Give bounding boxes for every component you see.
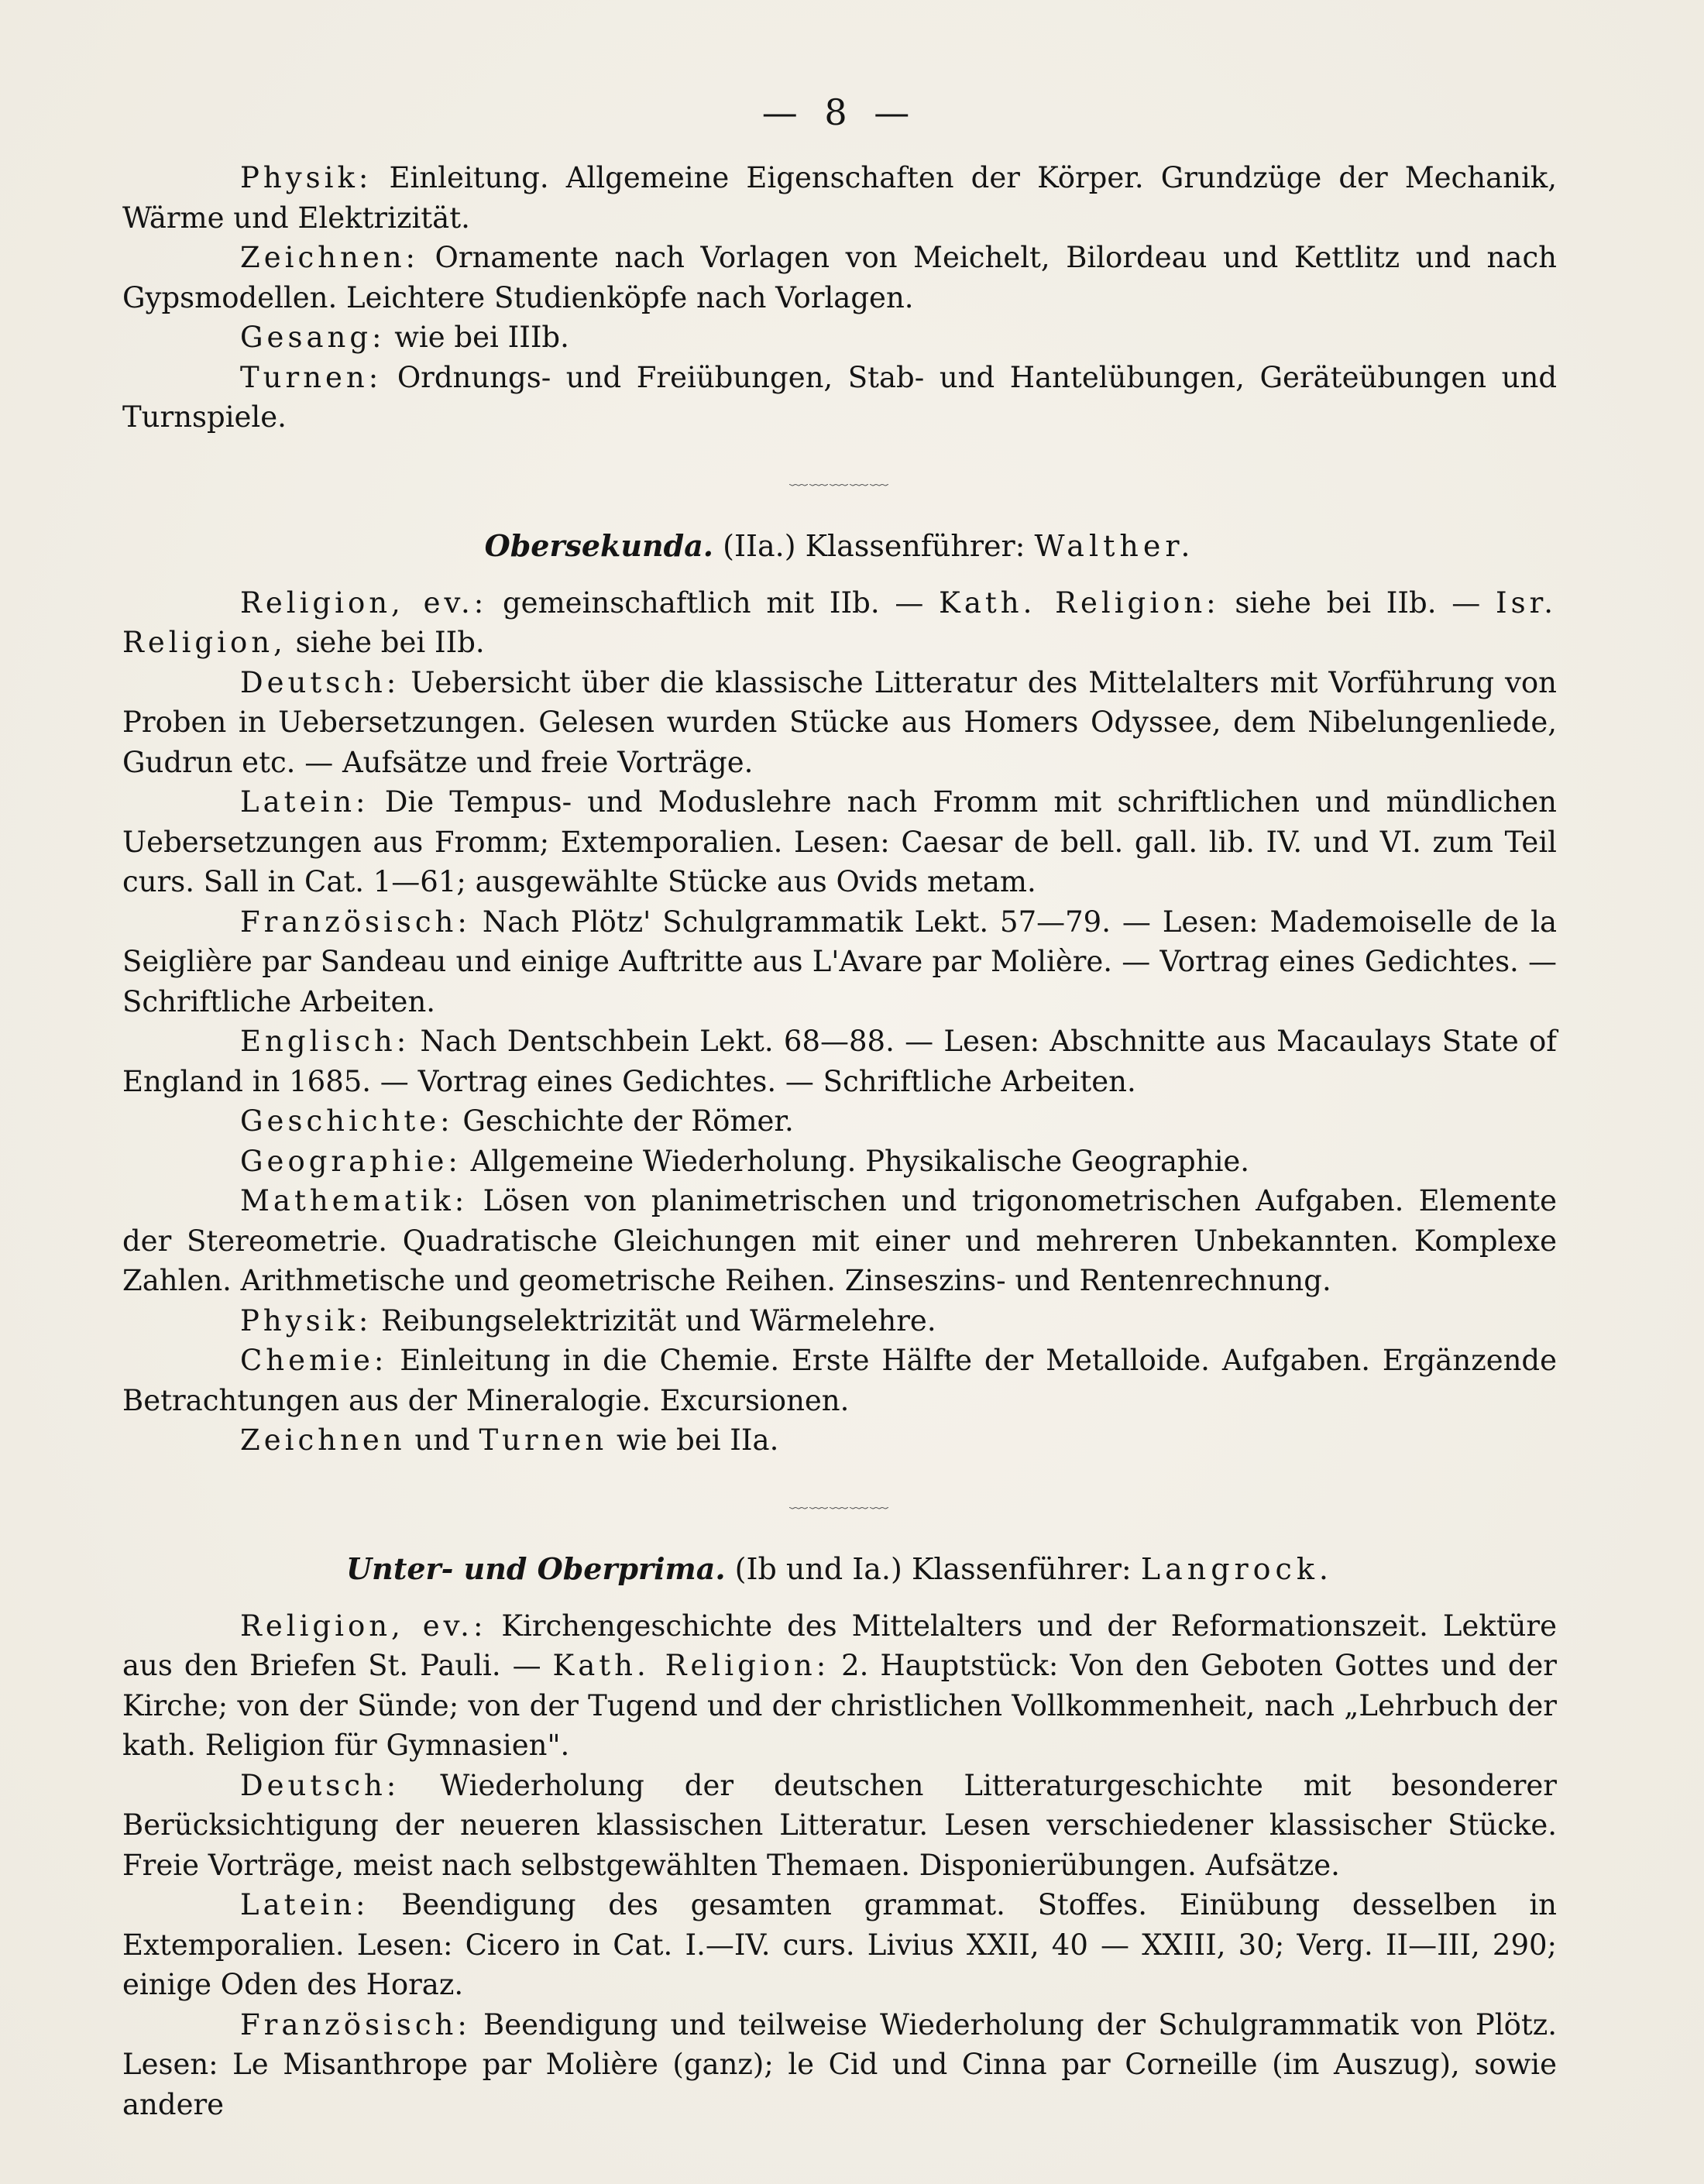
- subject-label: Latein:: [240, 1888, 369, 1921]
- curriculum-entry-physik: [122, 1301, 1557, 1341]
- subject-label: Geschichte:: [240, 1104, 454, 1138]
- subject-text: Allgemeine Wiederholung. Physikalische Geographie.: [470, 1144, 1250, 1178]
- subject-text: Die Tempus- und Moduslehre nach Fromm mit schriftlichen und mündlichen Uebersetzungen aus Fromm; Extemporalien. Lesen: Caesar de bell. gall. lib. IV. und VI. zum Teil curs. Sall in Cat. 1—61; ausgewählte Stücke aus Ovids metam.: [122, 785, 1557, 898]
- curriculum-entry-zeichnen-turnen: [122, 1420, 1557, 1461]
- curriculum-entry-latein: [122, 1885, 1557, 2005]
- obersekunda-section: [122, 524, 1557, 1461]
- curriculum-entry-deutsch: [122, 1766, 1557, 1886]
- subject-label: Religion, ev.:: [240, 1609, 487, 1643]
- subject-text: siehe bei IIb. —: [1235, 585, 1481, 620]
- subject-label: Kath. Religion:: [939, 585, 1220, 620]
- subject-text: gemeinschaftlich mit IIb. —: [503, 585, 924, 620]
- curriculum-entry-geographie: [122, 1142, 1557, 1182]
- subject-text: Einleitung in die Chemie. Erste Hälfte der Metalloide. Aufgaben. Ergänzende Betrachtungen aus der Mineralogie. Excursionen.: [122, 1344, 1558, 1417]
- subject-label: Französisch:: [240, 905, 471, 939]
- subject-label: Zeichnen: [240, 1423, 406, 1457]
- subject-label: Latein:: [240, 785, 369, 819]
- curriculum-entry-religion: [122, 1606, 1557, 1766]
- curriculum-entry-turnen: [122, 358, 1557, 438]
- subject-label: Französisch:: [240, 2007, 471, 2041]
- curriculum-entry-deutsch: [122, 663, 1557, 783]
- class-name: Unter- und Oberprima.: [346, 1550, 726, 1586]
- subject-label: Physik:: [240, 161, 373, 194]
- teacher-label: Klassenführer:: [805, 528, 1025, 563]
- teacher-name: Walther.: [1034, 528, 1195, 563]
- section-heading: [122, 1547, 1557, 1591]
- class-name: Obersekunda.: [484, 527, 714, 563]
- subject-text: und: [414, 1423, 470, 1457]
- subject-label: Zeichnen:: [240, 241, 420, 274]
- teacher-label: Klassenführer:: [911, 1551, 1132, 1586]
- subject-text: siehe bei IIb.: [295, 626, 485, 659]
- subject-text: Reibungselektrizität und Wärmelehre.: [381, 1303, 936, 1338]
- class-code: (IIa.): [723, 528, 796, 563]
- subject-text: Wiederholung der deutschen Litteraturgeschichte mit besonderer Berücksichtigung der neueren klassischen Litteratur. Lesen verschiedener klassischer Stücke. Freie Vorträge, meist nach selbstgewählten Themaen. Disponierübungen. Aufsätze.: [122, 1768, 1557, 1882]
- section-heading: [122, 524, 1557, 568]
- curriculum-entry-franzoesisch: [122, 2005, 1557, 2125]
- curriculum-entry-religion: [122, 583, 1557, 663]
- subject-label: Englisch:: [240, 1025, 411, 1058]
- curriculum-entry-chemie: [122, 1341, 1557, 1420]
- subject-label: Religion, ev.:: [240, 585, 488, 620]
- curriculum-entry-geschichte: [122, 1101, 1557, 1142]
- curriculum-entry-mathematik: [122, 1181, 1557, 1301]
- subject-label: Mathematik:: [240, 1184, 469, 1217]
- subject-label: Deutsch:: [240, 1768, 400, 1802]
- curriculum-entry-physik: [122, 158, 1557, 238]
- untersekunda-tail-section: [122, 158, 1557, 438]
- subject-text: Geschichte der Römer.: [462, 1104, 794, 1138]
- subject-label: Chemie:: [240, 1344, 388, 1377]
- curriculum-entry-gesang: [122, 318, 1557, 358]
- page-number: — 8 —: [761, 91, 918, 133]
- subject-text: wie bei IIIb.: [394, 321, 569, 354]
- subject-label: Physik:: [240, 1303, 373, 1338]
- subject-label: Kath. Religion:: [552, 1649, 830, 1682]
- subject-label: Gesang:: [240, 321, 386, 354]
- subject-label: Deutsch:: [240, 665, 400, 699]
- subject-label: Geographie:: [240, 1144, 462, 1178]
- class-code: (Ib und Ia.): [734, 1551, 902, 1586]
- subject-label: Turnen:: [240, 360, 383, 394]
- teacher-name: Langrock.: [1140, 1551, 1333, 1586]
- subject-text: Beendigung des gesamten grammat. Stoffes. Einübung desselben in Extemporalien. Lesen: Cicero in Cat. I.—IV. curs. Livius XXII, 40 — XXIII, 30; Verg. II—III, 290; einige Oden des Horaz.: [122, 1888, 1557, 2001]
- subject-text: 2. Hauptstück: Von den Geboten Gottes und der Kirche; von der Sünde; von der Tugend und der christlichen Vollkommenheit, nach „Lehrbuch der kath. Religion für Gymnasien".: [122, 1649, 1557, 1762]
- prima-section: [122, 1547, 1557, 2125]
- section-divider: ﹏﹏﹏﹏﹏: [789, 466, 890, 489]
- subject-text: Beendigung und teilweise Wiederholung der Schulgrammatik von Plötz. Lesen: Le Misanthrope par Molière (ganz); le Cid und Cinna par Corneille (im Auszug), sowie andere: [122, 2007, 1557, 2121]
- subject-text: Nach Dentschbein Lekt. 68—88. — Lesen: Abschnitte aus Macaulays State of England in 1685. — Vortrag eines Gedichtes. — Schriftliche Arbeiten.: [122, 1025, 1557, 1098]
- subject-text: Ordnungs- und Freiübungen, Stab- und Hantelübungen, Geräteübungen und Turnspiele.: [122, 360, 1557, 434]
- curriculum-entry-latein: [122, 782, 1557, 902]
- curriculum-entry-zeichnen: [122, 238, 1557, 318]
- subject-text: Kirchengeschichte des Mittelalters und der Reformationszeit. Lektüre aus den Briefen St. Pauli. —: [122, 1609, 1557, 1682]
- curriculum-entry-franzoesisch: [122, 902, 1557, 1022]
- subject-label: Isr. Religion,: [122, 585, 1558, 659]
- subject-text: Uebersicht über die klassische Litteratur des Mittelalters mit Vorführung von Proben in Uebersetzungen. Gelesen wurden Stücke aus Homers Odyssee, dem Nibelungenliede, Gudrun etc. — Aufsätze und freie Vorträge.: [122, 665, 1557, 779]
- subject-text: Ornamente nach Vorlagen von Meichelt, Bilordeau und Kettlitz und nach Gypsmodellen. Leichtere Studienköpfe nach Vorlagen.: [122, 241, 1557, 314]
- section-divider: ﹏﹏﹏﹏﹏: [789, 1489, 890, 1512]
- subject-text: wie bei IIa.: [616, 1423, 779, 1457]
- subject-text: Lösen von planimetrischen und trigonometrischen Aufgaben. Elemente der Stereometrie. Quadratische Gleichungen mit einer und mehreren Unbekannten. Komplexe Zahlen. Arithmetische und geometrische Reihen. Zinseszins- und Rentenrechnung.: [122, 1184, 1557, 1297]
- subject-text: Einleitung. Allgemeine Eigenschaften der Körper. Grundzüge der Mechanik, Wärme und Elektrizität.: [122, 161, 1557, 235]
- curriculum-entry-englisch: [122, 1022, 1557, 1101]
- subject-text: Nach Plötz' Schulgrammatik Lekt. 57—79. — Lesen: Mademoiselle de la Seiglière par Sandeau und einige Auftritte aus L'Avare par Molière. — Vortrag eines Gedichtes. — Schriftliche Arbeiten.: [122, 905, 1558, 1018]
- subject-label: Turnen: [479, 1423, 608, 1457]
